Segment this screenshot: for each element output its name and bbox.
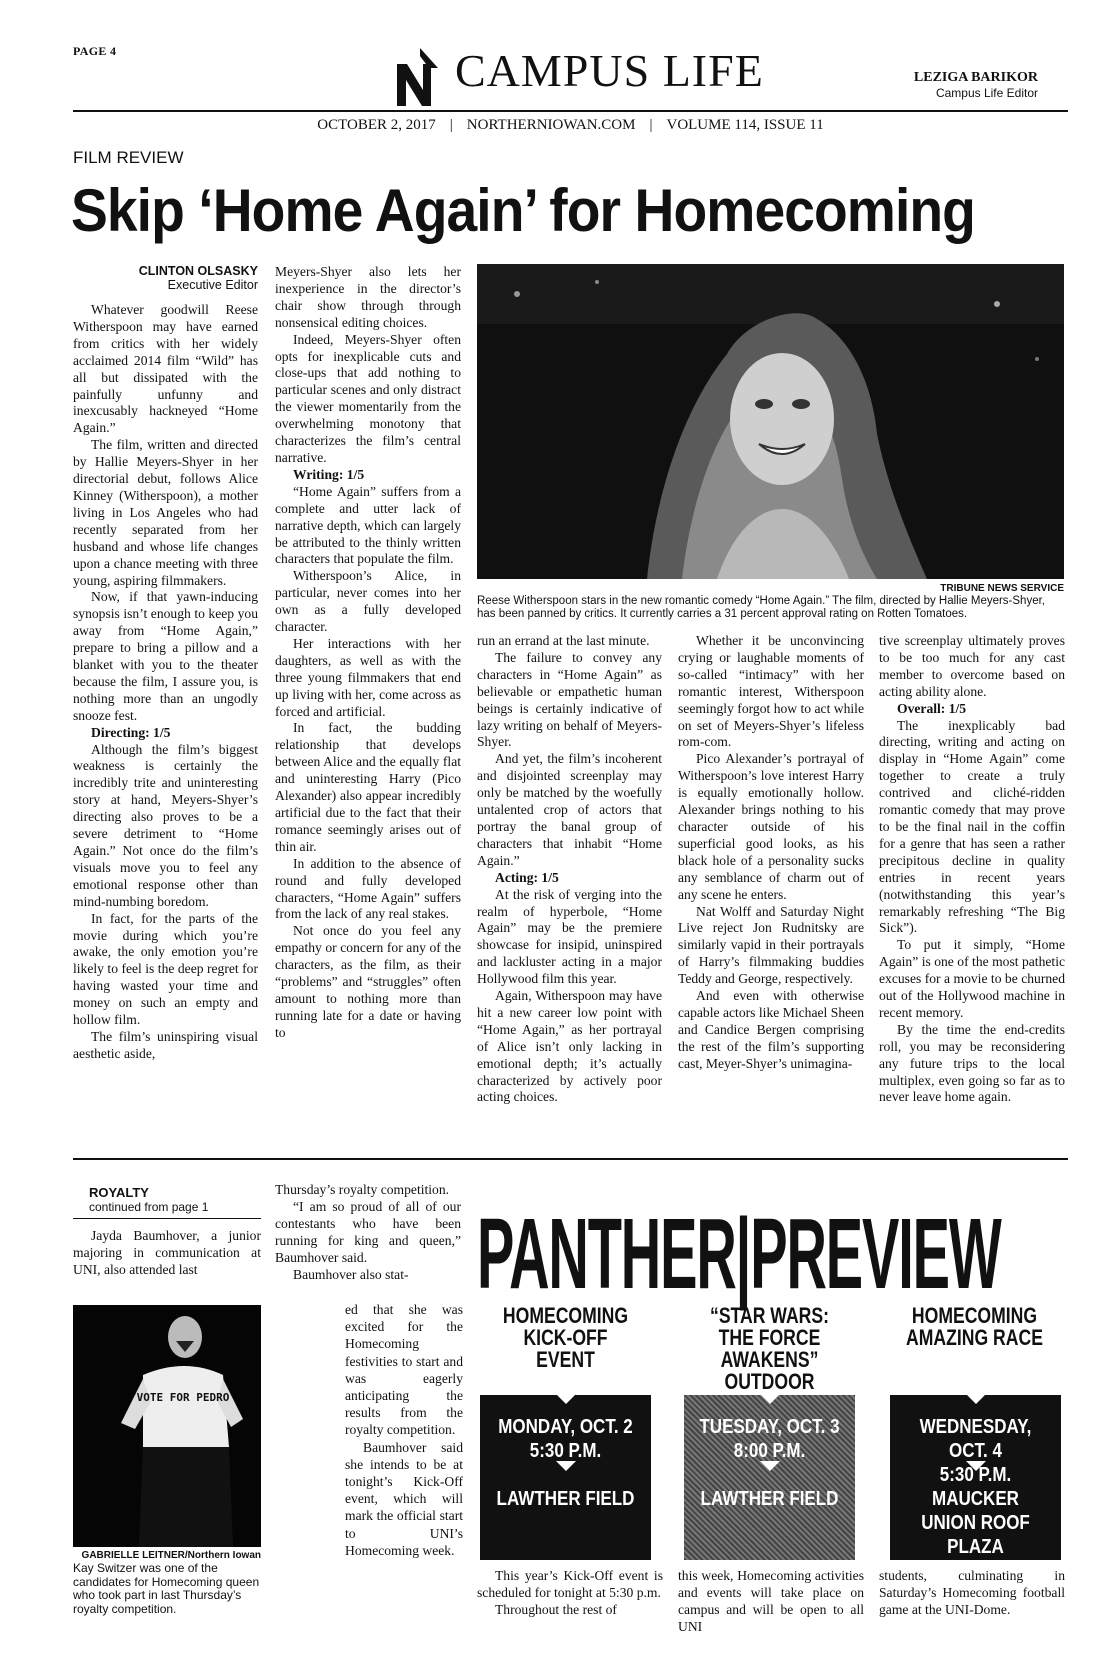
- article-column-2: [275, 264, 461, 1042]
- paragraph: The film, written and directed by Hallie Meyers-Shyer in her directorial debut, follows Alice Kinney (Witherspoon), a mother living in Los Angeles who had recently separated from her husband and whose life changes upon a chance meeting with three young, aspiring filmmakers.: [73, 437, 258, 588]
- paragraph: The failure to convey any characters in “Home Again” as believable or empathetic human beings is certainly indicative of lazy writing on behalf of Meyers-Shyer.: [477, 649, 662, 750]
- header-rule: [73, 110, 1068, 112]
- event-datetime: [493, 1415, 638, 1463]
- paragraph: this week, Homecoming activities and events will take place on campus and will be open to all UNI: [678, 1568, 864, 1634]
- paragraph: Pico Alexander’s portrayal of Witherspoon’s love interest Harry is equally emotionally hollow. Alexander brings nothing to his character outside of his superficial good looks, as his black hole of a personality sucks any semblance of charm out of any scene he enters.: [678, 751, 864, 902]
- article-headline: Skip ‘Home Again’ for Homecoming: [71, 177, 975, 244]
- issue-date: OCTOBER 2, 2017: [317, 117, 436, 133]
- arrow-down-icon: [760, 1461, 780, 1471]
- paragraph: Meyers-Shyer also lets her inexperience in the director’s chair show through through nonsensical editing choices.: [275, 264, 461, 330]
- event-date: MONDAY, OCT. 2: [498, 1416, 633, 1438]
- preview-column-2: [678, 1568, 864, 1636]
- royalty-column-1: [73, 1228, 261, 1279]
- paragraph: Nat Wolff and Saturday Night Live reject Jon Rudnitsky are similarly vapid in their portrayals of Harry’s filmmaking buddies Teddy and George, respectively.: [678, 903, 864, 987]
- volume-issue: VOLUME 114, ISSUE 11: [666, 117, 824, 133]
- photo-caption: Reese Witherspoon stars in the new romantic comedy “Home Again.” The film, directed by Hallie Meyers-Shyer, has been panned by critics. It currently carries a 31 percent approval rating on Rotten Tomatoes.: [477, 595, 1045, 620]
- event-title-race: HOMECOMING AMAZING RACE: [906, 1303, 1043, 1350]
- newspaper-logo-icon: [393, 48, 443, 106]
- paragraph: And even with otherwise capable actors like Michael Sheen and Candice Bergen comprising the rest of the film’s supporting cast, Meyer-Shyer’s unimagina-: [678, 988, 864, 1071]
- event-title-movie: “STAR WARS: THE FORCE AWAKENS” OUTDOOR: [710, 1303, 829, 1394]
- paragraph: In fact, the budding relationship that develops between Alice and the equally flat and uninteresting Harry (Pico Alexander) also appear incredibly artificial due to the fact that their romance seemingly arises out of thin air.: [275, 720, 461, 854]
- subhead-directing: Directing: 1/5: [91, 724, 171, 740]
- arrow-down-icon: [556, 1461, 576, 1471]
- paragraph: And yet, the film’s incoherent and disjointed screenplay may only be matched by the woefully untalented crop of actors that portray the banal group of characters that inhabit “Home Again.”: [477, 751, 662, 868]
- paragraph: ed that she was excited for the Homecoming festivities to start and was eagerly anticipating the results from the royalty competition.: [345, 1302, 463, 1438]
- paragraph: Jayda Baumhover, a junior majoring in communication at UNI, also attended last: [73, 1228, 261, 1277]
- article-column-4: [678, 633, 864, 1073]
- paragraph: Indeed, Meyers-Shyer often opts for inexplicable cuts and close-ups that add nothing to particular scenes and only distract the viewer momentarily from the overwhelming monotony that characterizes the film’s central narrative.: [275, 331, 461, 465]
- paragraph: Again, Witherspoon may have hit a new career low point with “Home Again,” as her portrayal of Alice isn’t only lacking in emotional depth; it’s actually characterized by actively poor acting choices.: [477, 988, 662, 1105]
- preview-column-1: [477, 1568, 663, 1619]
- paragraph: This year’s Kick-Off event is scheduled for tonight at 5:30 p.m.: [477, 1568, 663, 1600]
- notch-icon: [556, 1394, 576, 1404]
- paragraph: Although the film’s biggest weakness is certainly the incredibly trite and uninteresting story at hand, Meyers-Shyer’s directing also proves to be a severe detriment to “Home Again.” Not once do the film’s visuals move you to feel any emotional response other than mind-numbing boredom.: [73, 741, 258, 909]
- section-editor-role: Campus Life Editor: [935, 86, 1038, 100]
- page-number: PAGE 4: [73, 44, 117, 58]
- event-place: LAWTHER FIELD: [496, 1488, 635, 1510]
- event-box-movie: [684, 1395, 855, 1560]
- article-kicker: FILM REVIEW: [73, 148, 184, 167]
- preview-column-3: [879, 1568, 1065, 1619]
- paragraph: In addition to the absence of round and fully developed characters, “Home Again” suffers from the lack of any real stakes.: [275, 855, 461, 922]
- event-place: MAUCKER UNION ROOF PLAZA: [921, 1488, 1030, 1558]
- section-title: CAMPUS LIFE: [455, 45, 764, 96]
- royalty-column-2-narrow: [345, 1301, 463, 1559]
- event-title-kickoff: HOMECOMING KICK-OFF EVENT: [502, 1303, 629, 1372]
- event-box-race: [890, 1395, 1061, 1560]
- article-column-1: [73, 264, 258, 1063]
- byline-title: Executive Editor: [167, 278, 258, 292]
- article-column-3: [477, 633, 662, 1106]
- royalty-jump-head: ROYALTY: [89, 1185, 149, 1200]
- subhead-overall: Overall: 1/5: [897, 700, 967, 716]
- section-divider: [73, 1158, 1068, 1160]
- paragraph: Thursday’s royalty competition.: [275, 1182, 450, 1197]
- section-editor-name: LEZIGA BARIKOR: [913, 70, 1038, 85]
- paragraph: In fact, for the parts of the movie during which you’re awake, the only emotion you’re likely to feel is the deep regret for having wasted your time and money on such an empty and hollow film.: [73, 910, 258, 1028]
- royalty-photo: [73, 1305, 261, 1547]
- article-photo: [477, 264, 1064, 579]
- paragraph: “Home Again” suffers from a complete and utter lack of narrative depth, which can largely be attributed to the thinly written characters that populate the film.: [275, 483, 461, 567]
- notch-icon: [760, 1394, 780, 1404]
- royalty-jump-line: continued from page 1: [89, 1200, 209, 1214]
- byline-name: CLINTON OLSASKY: [138, 264, 258, 278]
- event-time: 5:30 P.M.: [529, 1440, 602, 1462]
- paragraph: The inexplicably bad directing, writing and acting on display in “Home Again” come together to create a truly contrived and cliché-ridden romantic comedy that may prove to be the final nail in the coffin for a genre that has seen a rather precipitous decline in quality entries in recent years (notwithstanding this year’s remarkably refreshing “The Big Sick”).: [879, 717, 1065, 936]
- paragraph: The film’s uninspiring visual aesthetic aside,: [73, 1028, 258, 1061]
- paragraph: Whether it be unconvincing crying or laughable moments of so-called “intimacy” with her romantic interest, Witherspoon seemingly forgot how to act while on set of Meyers-Shyer’s lifeless rom-com.: [678, 633, 864, 750]
- paragraph: Her interactions with her daughters, as well as with the three young filmmakers that end up living with her, come across as forced and artificial.: [275, 635, 461, 719]
- paragraph: Whatever goodwill Reese Witherspoon may have earned from critics with her widely acclaimed 2014 film “Wild” has all but dissipated with the painfully unfunny and inexcusably hackneyed “Home Again.”: [73, 302, 258, 436]
- event-date: WEDNESDAY, OCT. 4: [919, 1416, 1032, 1462]
- notch-icon: [966, 1394, 986, 1404]
- article-column-5: [879, 633, 1065, 1106]
- dateline: [73, 117, 1068, 134]
- paragraph: Baumhover said she intends to be at tonight’s Kick-Off event, which will mark the official start to UNI’s Homecoming week.: [345, 1439, 463, 1558]
- royalty-photo-credit: GABRIELLE LEITNER/Northern Iowan: [81, 1550, 261, 1561]
- paragraph: Not once do you feel any empathy or concern for any of the characters, as the film, as their “problems” and “struggles” often amount to nothing more than running late for a date or having to: [275, 923, 461, 1040]
- paragraph: Baumhover also stat-: [293, 1266, 409, 1282]
- paragraph: Now, if that yawn-inducing synopsis isn’t enough to keep you away from “Home Again,” prepare to bring a pillow and a blanket with you to the theater because the film, I assure you, is nothing more than an ungodly snooze fest.: [73, 589, 258, 723]
- website: NORTHERNIOWAN.COM: [466, 117, 636, 133]
- photo-credit: TRIBUNE NEWS SERVICE: [940, 583, 1064, 594]
- paragraph: Throughout the rest of: [495, 1601, 617, 1617]
- event-datetime: [903, 1415, 1048, 1487]
- event-date: TUESDAY, OCT. 3: [699, 1416, 840, 1438]
- dateline-separator: |: [449, 117, 453, 133]
- paragraph: “I am so proud of all of our contestants who have been running for king and queen,” Baumhover said.: [275, 1198, 461, 1265]
- paragraph: tive screenplay ultimately proves to be too much for any cast member to overcome based on acting ability alone.: [879, 633, 1065, 699]
- event-time: 5:30 P.M.: [939, 1464, 1012, 1486]
- event-datetime: [697, 1415, 842, 1463]
- paragraph: By the time the end-credits roll, you may be reconsidering any future trips to the local multiplex, even going so far as to never leave home again.: [879, 1021, 1065, 1105]
- panther-preview-title: PANTHER|PREVIEW: [477, 1198, 1001, 1310]
- byline: [73, 264, 258, 292]
- paragraph: Witherspoon’s Alice, in particular, never comes into her own as a fully developed character.: [275, 568, 461, 635]
- royalty-column-2: [275, 1182, 461, 1283]
- paragraph: To put it simply, “Home Again” is one of the most pathetic excuses for a movie to be churned out of the Hollywood machine in recent memory.: [879, 937, 1065, 1020]
- subhead-writing: Writing: 1/5: [293, 466, 365, 482]
- event-place: LAWTHER FIELD: [700, 1488, 839, 1510]
- shirt-text: VOTE FOR PEDRO: [136, 1391, 230, 1404]
- event-box-kickoff: [480, 1395, 651, 1560]
- royalty-rule: [73, 1218, 261, 1219]
- royalty-photo-caption: Kay Switzer was one of the candidates for Homecoming queen who took part in last Thursday’s royalty competition.: [73, 1561, 260, 1616]
- paragraph: At the risk of verging into the realm of hyperbole, “Home Again” may be the premiere showcase for insipid, uninspired and lackluster acting in a major Hollywood film this year.: [477, 886, 662, 987]
- paragraph: run an errand at the last minute.: [477, 633, 650, 648]
- subhead-acting: Acting: 1/5: [495, 869, 559, 885]
- paragraph: students, culminating in Saturday’s Homecoming football game at the UNI-Dome.: [879, 1568, 1065, 1617]
- arrow-down-icon: [966, 1461, 986, 1471]
- event-time: 8:00 P.M.: [733, 1440, 806, 1462]
- dateline-separator: |: [649, 117, 653, 133]
